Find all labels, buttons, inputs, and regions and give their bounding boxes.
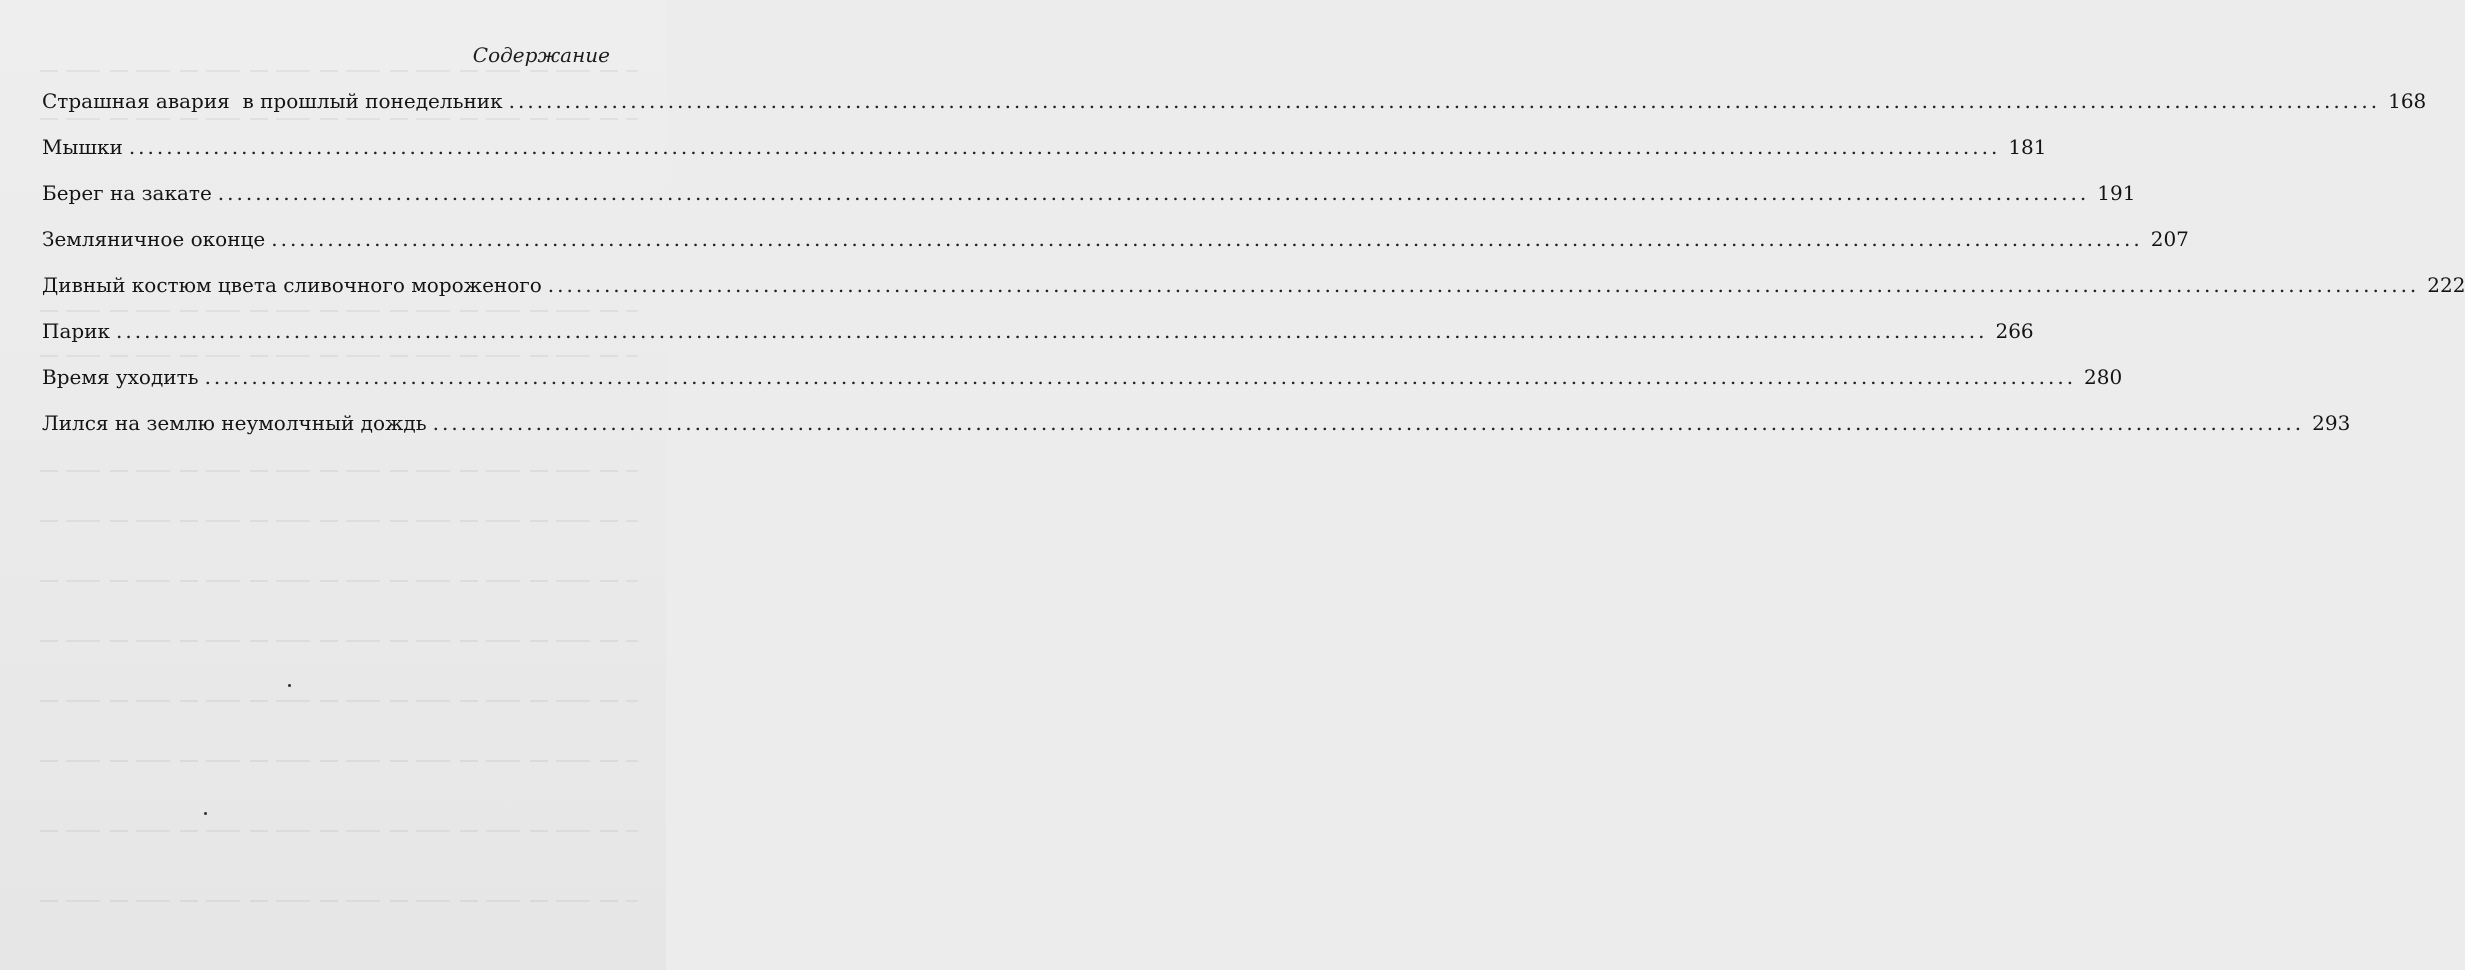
toc-entry[interactable]	[42, 170, 2136, 216]
toc-entry[interactable]	[42, 308, 2034, 354]
toc-entry-title: Дивный костюм цвета сливочного мороженого	[42, 273, 542, 297]
dot-leader: ........................................................................................................................................................................................................	[128, 135, 2001, 159]
toc-entry-title: Лился на землю неумолчный дождь	[42, 411, 427, 435]
toc-entry-page: 168	[2388, 89, 2427, 113]
toc-entry[interactable]	[42, 262, 2465, 308]
toc-entry-title: Земляничное оконце	[42, 227, 266, 251]
toc-entry-title: Берег на закате	[42, 181, 212, 205]
dot-leader: ........................................................................................................................................................................................................	[217, 181, 2090, 205]
dot-leader: ........................................................................................................................................................................................................	[432, 411, 2305, 435]
ink-speck	[204, 812, 207, 815]
dot-leader: ........................................................................................................................................................................................................	[204, 365, 2077, 389]
show-through-line	[40, 640, 638, 642]
show-through-line	[40, 900, 638, 902]
toc-entry[interactable]	[42, 216, 2189, 262]
running-head: Содержание	[472, 43, 610, 67]
ink-speck	[288, 684, 291, 687]
toc-entry-page: 181	[2008, 135, 2047, 159]
toc-entry-page: 222	[2427, 273, 2465, 297]
show-through-line	[40, 700, 638, 702]
toc-entry-title: Время уходить	[42, 365, 199, 389]
dot-leader: ........................................................................................................................................................................................................	[508, 89, 2381, 113]
toc-entry[interactable]	[42, 124, 2047, 170]
show-through-line	[40, 830, 638, 832]
toc-entry-page: 293	[2312, 411, 2351, 435]
dot-leader: ........................................................................................................................................................................................................	[116, 319, 1988, 343]
toc-entry[interactable]	[42, 78, 2427, 124]
dot-leader: ........................................................................................................................................................................................................	[547, 273, 2420, 297]
toc-entry-title: Мышки	[42, 135, 123, 159]
toc-entry-page: 280	[2084, 365, 2123, 389]
toc-entry-page: 207	[2150, 227, 2189, 251]
toc-entry[interactable]	[42, 354, 2123, 400]
show-through-line	[40, 580, 638, 582]
show-through-line	[40, 470, 638, 472]
table-of-contents	[42, 78, 2465, 446]
show-through-line	[40, 520, 638, 522]
dot-leader: ........................................................................................................................................................................................................	[271, 227, 2143, 251]
toc-entry[interactable]	[42, 400, 2351, 446]
show-through-line	[40, 760, 638, 762]
toc-entry-title: Страшная авария в прошлый понедельник	[42, 89, 503, 113]
toc-entry-title: Парик	[42, 319, 110, 343]
toc-entry-page: 266	[1995, 319, 2034, 343]
toc-entry-page: 191	[2097, 181, 2136, 205]
show-through-line	[40, 70, 638, 72]
